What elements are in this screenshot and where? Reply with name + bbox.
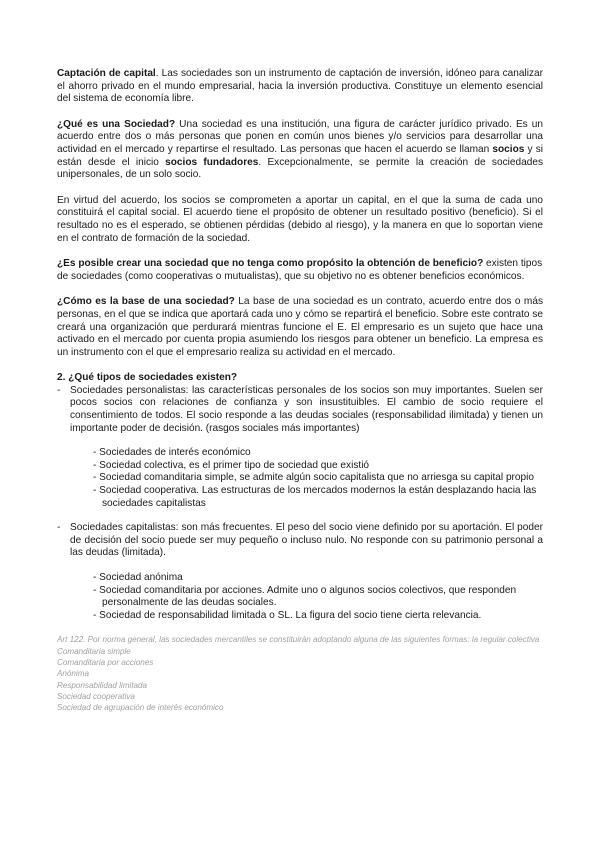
dash-bullet: - (57, 522, 61, 534)
list-item: - Sociedad cooperativa. Las estructuras de los mercados modernos la están desplazando hacia las sociedades capitalistas (93, 485, 537, 509)
dash-bullet: - (57, 384, 61, 396)
article-122-line: Sociedad de agrupación de interés económico (57, 703, 224, 713)
list-capitalistas (93, 572, 543, 622)
paragraph-text: En virtud del acuerdo, los socios se comprometen a aportar un capital, en el que la suma de cada uno constituirá el capital social. El acuerdo tiene el propósito de obtener un resultado positivo (beneficio). Si el resultado no es el esperado, se obtienen pérdidas (debido al riesgo), y la manera en que lo soportan viene en el contrato de formación de la sociedad. (57, 194, 543, 244)
item-capitalistas (57, 522, 543, 560)
paragraph-que-es-sociedad (57, 119, 543, 182)
article-122-label: Art 122. (57, 635, 86, 645)
list-item: - Sociedad comanditaria simple, se admite algún socio capitalista que no arriesga su capital propio (93, 472, 535, 484)
list-personalistas (93, 447, 543, 510)
list-item: - Sociedad anónima (93, 572, 183, 583)
paragraph-captacion (57, 68, 543, 106)
article-122-line: Anónima (57, 669, 89, 679)
paragraph-text: Una sociedad es una institución, una figura de carácter jurídico privado. Es un acuerdo entre dos o más personas que ponen en común unos bienes y/o servicios para desarrollar una actividad en el mercado y repartirse el resultado. Las personas que hacen el acuerdo se llaman (57, 118, 543, 155)
question-que-es-sociedad: ¿Qué es una Sociedad? (57, 118, 176, 130)
paragraph-text: y si están desde el inicio (57, 143, 544, 168)
list-item: - Sociedades de interés económico (93, 447, 251, 459)
paragraph-base-sociedad (57, 296, 543, 359)
paragraph-text: La base de una sociedad es un contrato, acuerdo entre dos o más personas, en el que se indica que aportará cada uno y cómo se repartirá el beneficio. Sobre este contrato se creará una organización que perdurará mientras funcione el E. El empresario es un sujeto que hace una activado en el mercado por cuenta propia asumiendo los riesgos para obtener un beneficio. La empresa es un instrumento con el que el empresario realiza su actividad en el mercado. (57, 296, 543, 358)
paragraph-text: . Las sociedades son un instrumento de captación de inversión, idóneo para canalizar el ahorro privado en el mundo empresarial, hacia la inversión productiva. Constituye un elemento esencial del sistema de economía libre. (57, 68, 543, 105)
paragraph-text: existen tipos de sociedades (como cooperativas o mutualistas), que su objetivo no es obtener beneficios económicos. (57, 258, 543, 282)
article-122-intro (57, 634, 543, 645)
list-item: - Sociedad colectiva, es el primer tipo de sociedad que existió (93, 459, 370, 471)
section-heading-tipos: 2. ¿Qué tipos de sociedades existen? (57, 372, 238, 384)
term-socios-fundadores: socios fundadores (165, 156, 259, 168)
term-socios: socios (492, 143, 525, 155)
paragraph-capital-social (57, 195, 543, 245)
article-122-line: Comanditaria simple (57, 646, 131, 656)
list-item: - Sociedad comanditaria por acciones. Admite uno o algunos socios colectivos, que responden personalmente de las deudas sociales. (93, 584, 517, 609)
paragraph-text: . Excepcionalmente, se permite la creación de sociedades unipersonales, de un solo socio. (57, 156, 543, 181)
article-122-note (57, 634, 543, 713)
question-sin-beneficio: ¿Es posible crear una sociedad que no tenga como propósito la obtención de beneficio? (57, 258, 484, 270)
article-122-text: Por norma general, las sociedades mercantiles se constituirán adoptando alguna de las siguientes formas: la regular colectiva (85, 635, 540, 645)
term-captacion: Captación de capital (57, 68, 156, 79)
article-122-line: Sociedad cooperativa (57, 691, 135, 701)
list-item: - Sociedad de responsabilidad limitada o SL. La figura del socio tiene cierta relevancia. (93, 609, 482, 621)
article-122-line: Responsabilidad limitada (57, 680, 147, 690)
document-body (57, 68, 543, 713)
paragraph-sin-beneficio (57, 258, 543, 283)
article-122-line: Comanditaria por acciones (57, 657, 154, 667)
question-base-sociedad: ¿Cómo es la base de una sociedad? (57, 296, 235, 308)
item-personalistas (57, 385, 543, 435)
item-text: Sociedades personalistas: las características personales de los socios son muy importantes. Suelen ser pocos socios con relaciones de confianza y son insustituibles. El cambio de socio requiere el consentimiento de todos. El socio responde a las deudas sociales (responsabilidad ilimitada) y tienen un importante poder de decisión. (rasgos sociales más importantes) (70, 384, 543, 434)
item-text: Sociedades capitalistas: son más frecuentes. El peso del socio viene definido por su aportación. El poder de decisión del socio puede ser muy pequeño o incluso nulo. No responde con su patrimonio personal a las deudas (limitada). (70, 522, 543, 559)
